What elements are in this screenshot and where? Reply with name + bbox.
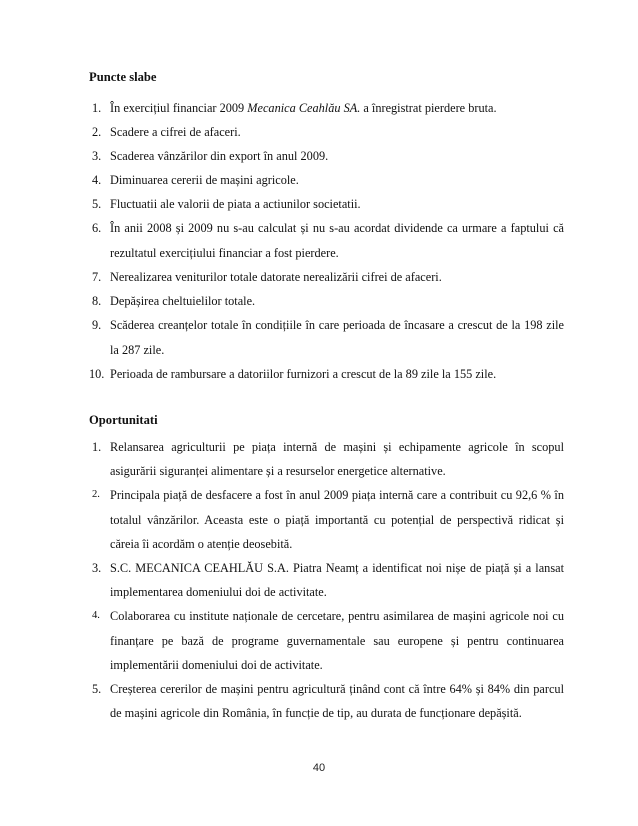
list-item <box>89 313 564 362</box>
weaknesses-list <box>89 96 564 386</box>
list-item-number: 3. <box>92 149 102 163</box>
list-item-number: 1. <box>92 101 102 115</box>
list-item-number: 10. <box>89 367 105 381</box>
list-item-text: Nerealizarea veniturilor totale datorate nerealizării cifrei de afaceri. <box>110 270 442 284</box>
list-item-number: 7. <box>92 270 102 284</box>
list-item-number: 6. <box>92 221 102 235</box>
list-item <box>89 96 564 120</box>
list-item-text: Creșterea cererilor de mașini pentru agricultură ținând cont că între 64% și 84% din parcul de mașini agricole din România, în funcție de tip, au durata de funcționare depășită. <box>110 682 564 721</box>
list-item-number: 4. <box>92 173 102 187</box>
list-item-text: Colaborarea cu institute naționale de cercetare, pentru asimilarea de mașini agricole noi cu finanțare pe bază de programe guvernamentale sau europene și pentru continuarea implementării domeniului doi de activitate. <box>110 609 564 672</box>
list-item <box>89 483 564 556</box>
list-item-number: 2. <box>92 489 100 501</box>
list-item-number: 5. <box>92 682 102 697</box>
list-item-number: 5. <box>92 197 102 211</box>
list-item <box>89 362 564 386</box>
list-item-text: Diminuarea cererii de mașini agricole. <box>110 173 299 187</box>
list-item <box>89 120 564 144</box>
list-item <box>89 556 564 604</box>
list-item <box>89 144 564 168</box>
list-item <box>89 289 564 313</box>
list-item-number: 9. <box>92 318 102 332</box>
list-item-number: 1. <box>92 440 102 454</box>
list-item-text: Scadere a cifrei de afaceri. <box>110 125 241 139</box>
list-item <box>89 435 564 483</box>
list-item <box>89 216 564 265</box>
list-item-text: Fluctuatii ale valorii de piata a actiunilor societatii. <box>110 197 361 211</box>
list-item-text: Depășirea cheltuielilor totale. <box>110 294 256 308</box>
list-item-text: Perioada de rambursare a datoriilor furnizori a crescut de la 89 zile la 155 zile. <box>110 367 497 381</box>
list-item-number: 4. <box>92 610 100 622</box>
list-item <box>89 192 564 216</box>
list-item-text: Relansarea agriculturii pe piața internă de mașini și echipamente agricole în scopul asigurării siguranței alimentare și a resurselor energetice alternative. <box>110 440 564 479</box>
list-item-text: S.C. MECANICA CEAHLĂU S.A. Piatra Neamț a identificat noi nișe de piață și a lansat implementarea domeniului doi de activitate. <box>110 561 564 600</box>
list-item-number: 8. <box>92 294 102 308</box>
list-item <box>89 677 564 725</box>
list-item-text: În exercițiul financiar 2009 Mecanica Ceahlău SA. a înregistrat pierdere bruta. <box>110 101 497 115</box>
list-item <box>89 168 564 192</box>
section-heading-weaknesses: Puncte slabe <box>89 70 157 84</box>
list-item <box>89 604 564 677</box>
company-name-italic: Mecanica Ceahlău SA. <box>247 101 361 115</box>
section-heading-opportunities: Oportunitati <box>89 413 158 427</box>
list-item-text: Scaderea vânzărilor din export în anul 2009. <box>110 149 329 163</box>
opportunities-list <box>89 435 564 725</box>
list-item-text: Scăderea creanțelor totale în condițiile în care perioada de încasare a crescut de la 198 zile la 287 zile. <box>110 318 564 357</box>
page-number: 40 <box>312 762 326 774</box>
list-item <box>89 265 564 289</box>
list-item-number: 3. <box>92 561 102 576</box>
list-item-number: 2. <box>92 125 102 139</box>
list-item-text: În anii 2008 și 2009 nu s-au calculat și nu s-au acordat dividende ca urmare a faptului că rezultatul exercițiului financiar a fost pierdere. <box>110 221 564 260</box>
list-item-text: Principala piață de desfacere a fost în anul 2009 piața internă care a contribuit cu 92,6 % în totalul vânzărilor. Aceasta este o piață importantă cu potențial de perspectivă ridicat și căreia îi acordăm o atenție deosebită. <box>110 488 564 551</box>
